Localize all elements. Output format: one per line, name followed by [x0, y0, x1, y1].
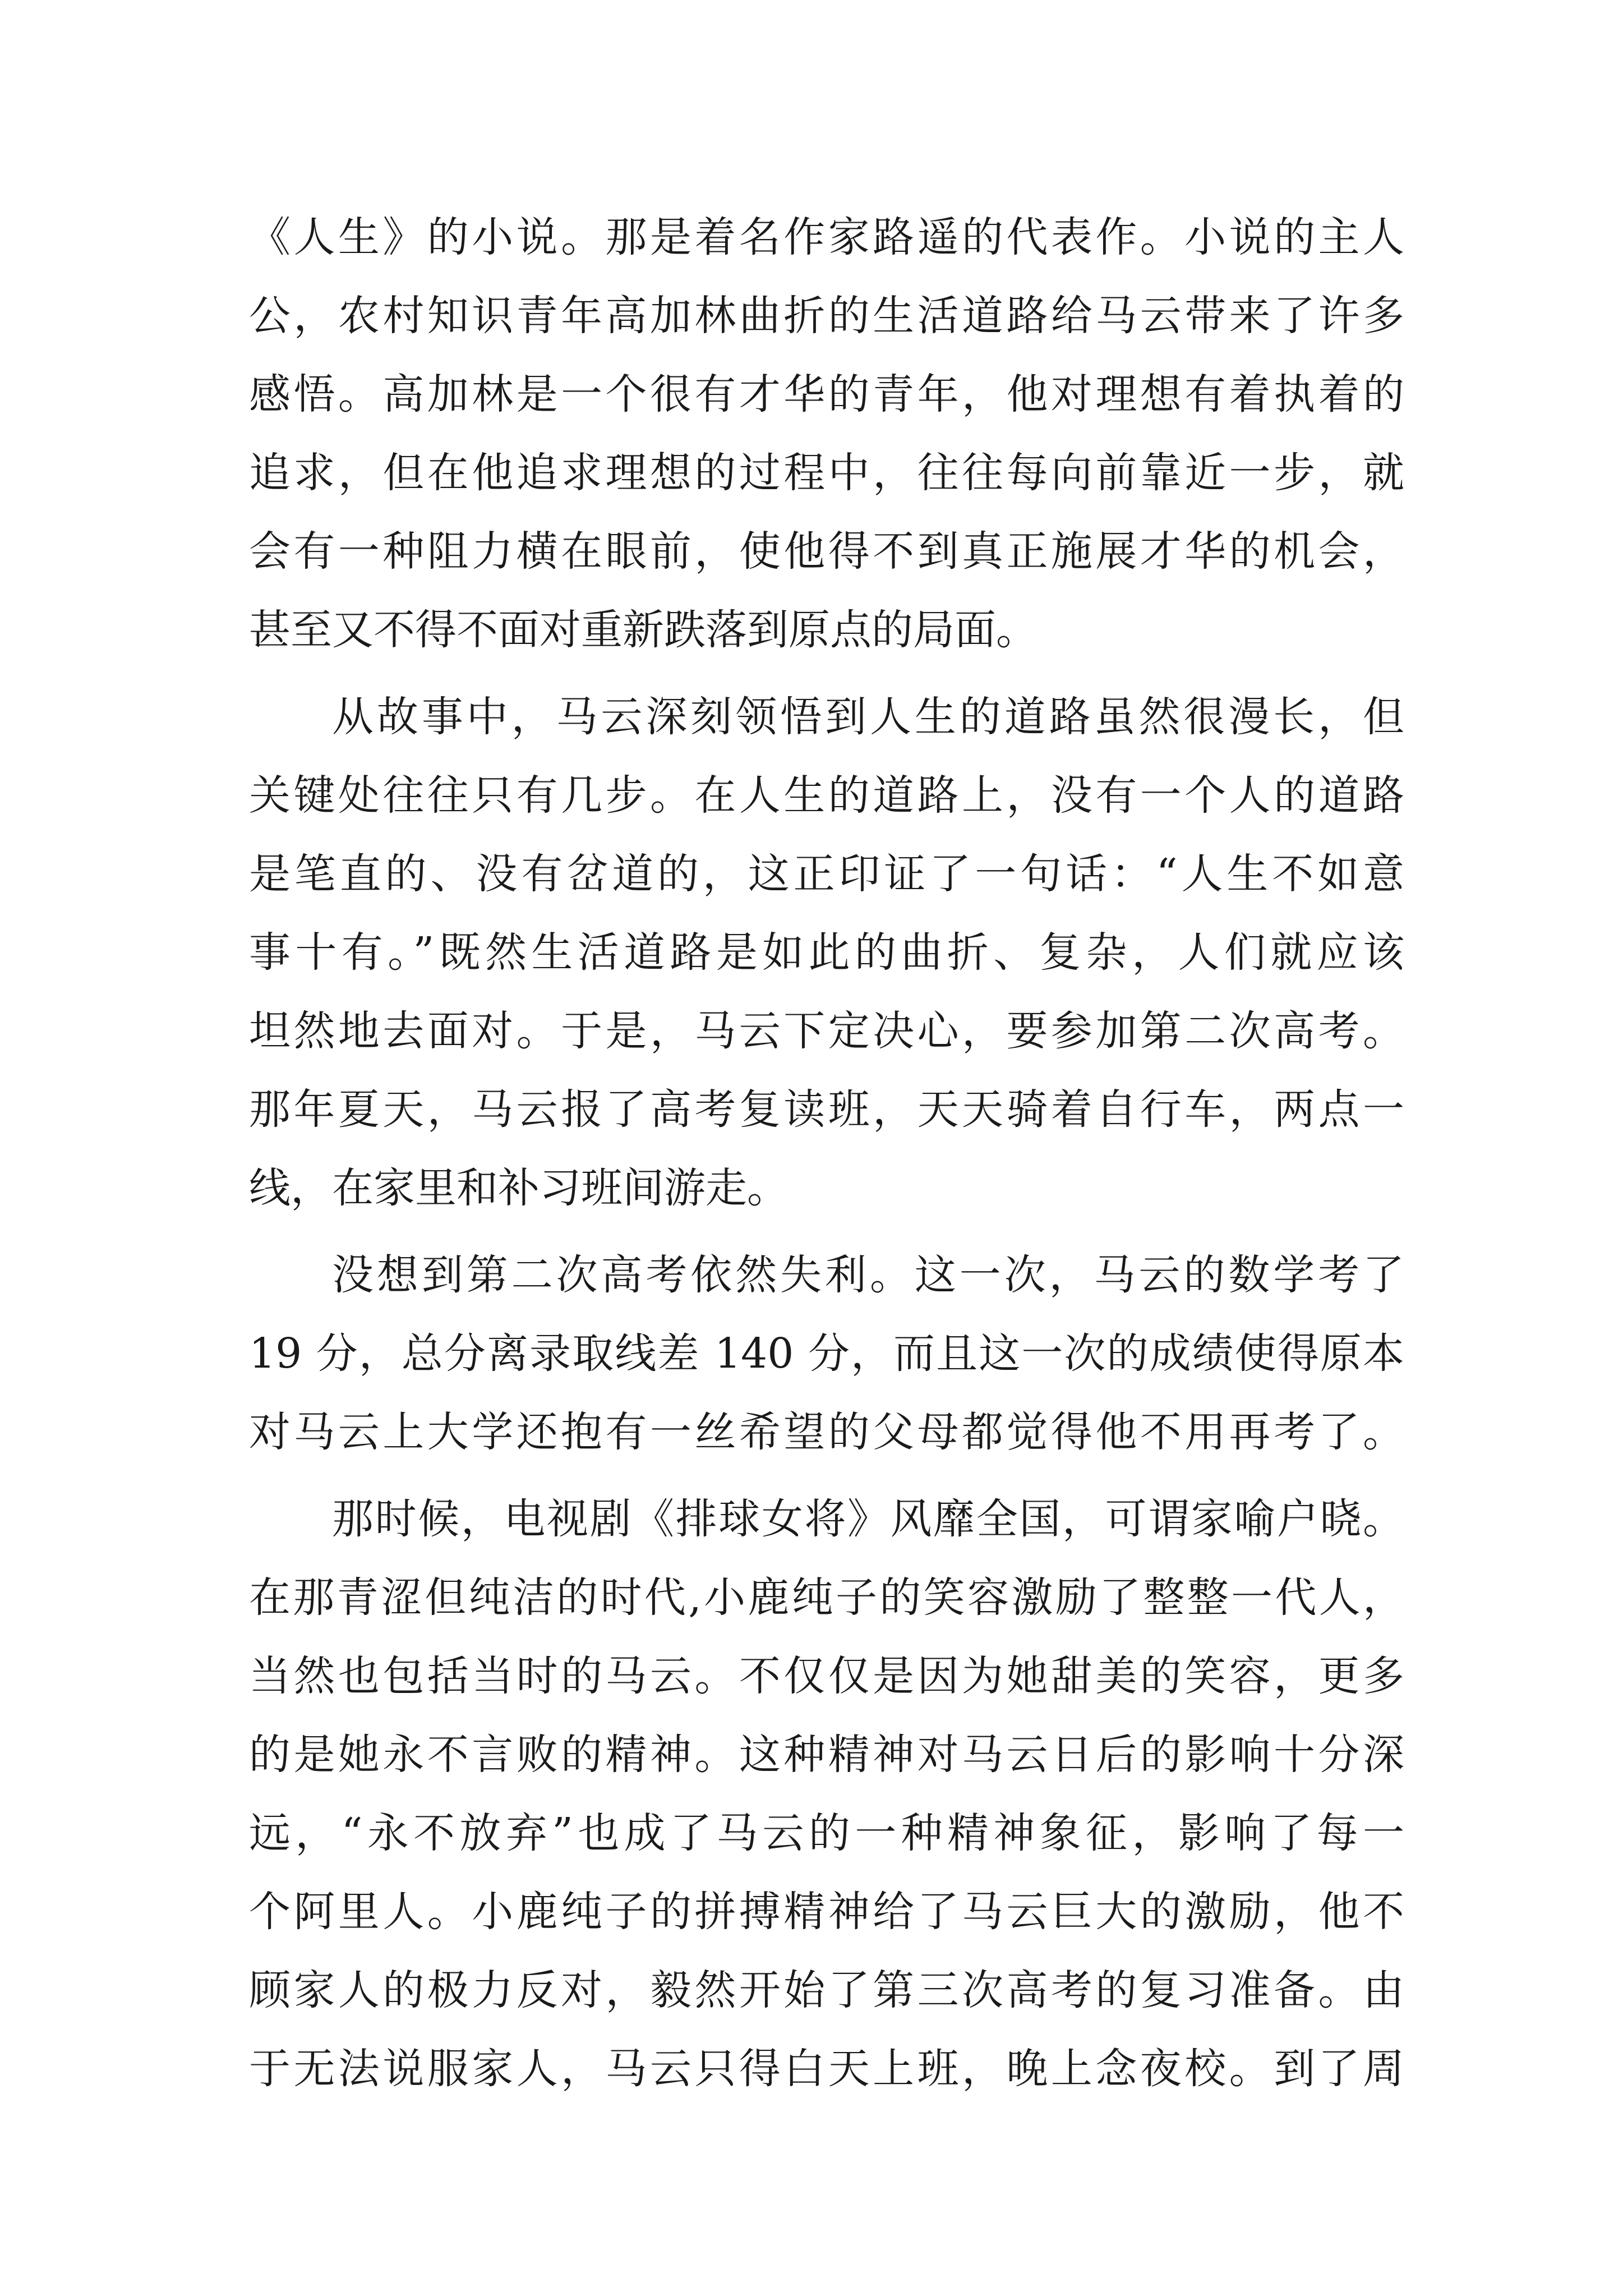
text-line: 那年夏天，马云报了高考复读班，天天骑着自行车，两点一 [249, 1085, 1404, 1134]
text-line: 会有一种阻力横在眼前，使他得不到真正施展才华的机会， [249, 527, 1404, 576]
text-line: 坦然地去面对。于是，马云下定决心，要参加第二次高考。 [249, 1007, 1404, 1055]
text-line: 追求，但在他追求理想的过程中，往往每向前靠近一步，就 [249, 449, 1404, 497]
text-line: 在那青涩但纯洁的时代,小鹿纯子的笑容激励了整整一代人， [249, 1573, 1404, 1622]
text-line: 是笔直的、没有岔道的，这正印证了一句话：“人生不如意 [249, 850, 1404, 898]
text-line: 公，农村知识青年高加林曲折的生活道路给马云带来了许多 [249, 292, 1404, 340]
text-line: 那时候，电视剧《排球女将》风靡全国，可谓家喻户晓。 [332, 1495, 1404, 1543]
text-line: 没想到第二次高考依然失利。这一次，马云的数学考了 [332, 1251, 1404, 1299]
text-line: 于无法说服家人，马云只得白天上班，晚上念夜校。到了周 [249, 2045, 1404, 2093]
text-line: 的是她永不言败的精神。这种精神对马云日后的影响十分深 [249, 1731, 1404, 1779]
text-line: 事十有。”既然生活道路是如此的曲折、复杂，人们就应该 [249, 928, 1404, 977]
text-line: 线，在家里和补习班间游走。 [249, 1164, 789, 1212]
text-line: 19 分，总分离录取线差 140 分，而且这一次的成绩使得原本 [249, 1329, 1404, 1378]
text-line: 感悟。高加林是一个很有才华的青年，他对理想有着执着的 [249, 370, 1404, 418]
text-line: 从故事中，马云深刻领悟到人生的道路虽然很漫长，但 [332, 693, 1404, 741]
text-line: 关键处往往只有几步。在人生的道路上，没有一个人的道路 [249, 771, 1404, 820]
text-line: 对马云上大学还抱有一丝希望的父母都觉得他不用再考了。 [249, 1408, 1404, 1456]
text-line: 甚至又不得不面对重新跌落到原点的局面。 [249, 606, 1038, 654]
text-line: 远，“永不放弃”也成了马云的一种精神象征，影响了每一 [249, 1809, 1404, 1857]
text-line: 顾家人的极力反对，毅然开始了第三次高考的复习准备。由 [249, 1966, 1404, 2014]
text-line: 个阿里人。小鹿纯子的拼搏精神给了马云巨大的激励，他不 [249, 1888, 1404, 1936]
text-line: 《人生》的小说。那是着名作家路遥的代表作。小说的主人 [249, 213, 1404, 261]
text-line: 当然也包括当时的马云。不仅仅是因为她甜美的笑容，更多 [249, 1652, 1404, 1700]
